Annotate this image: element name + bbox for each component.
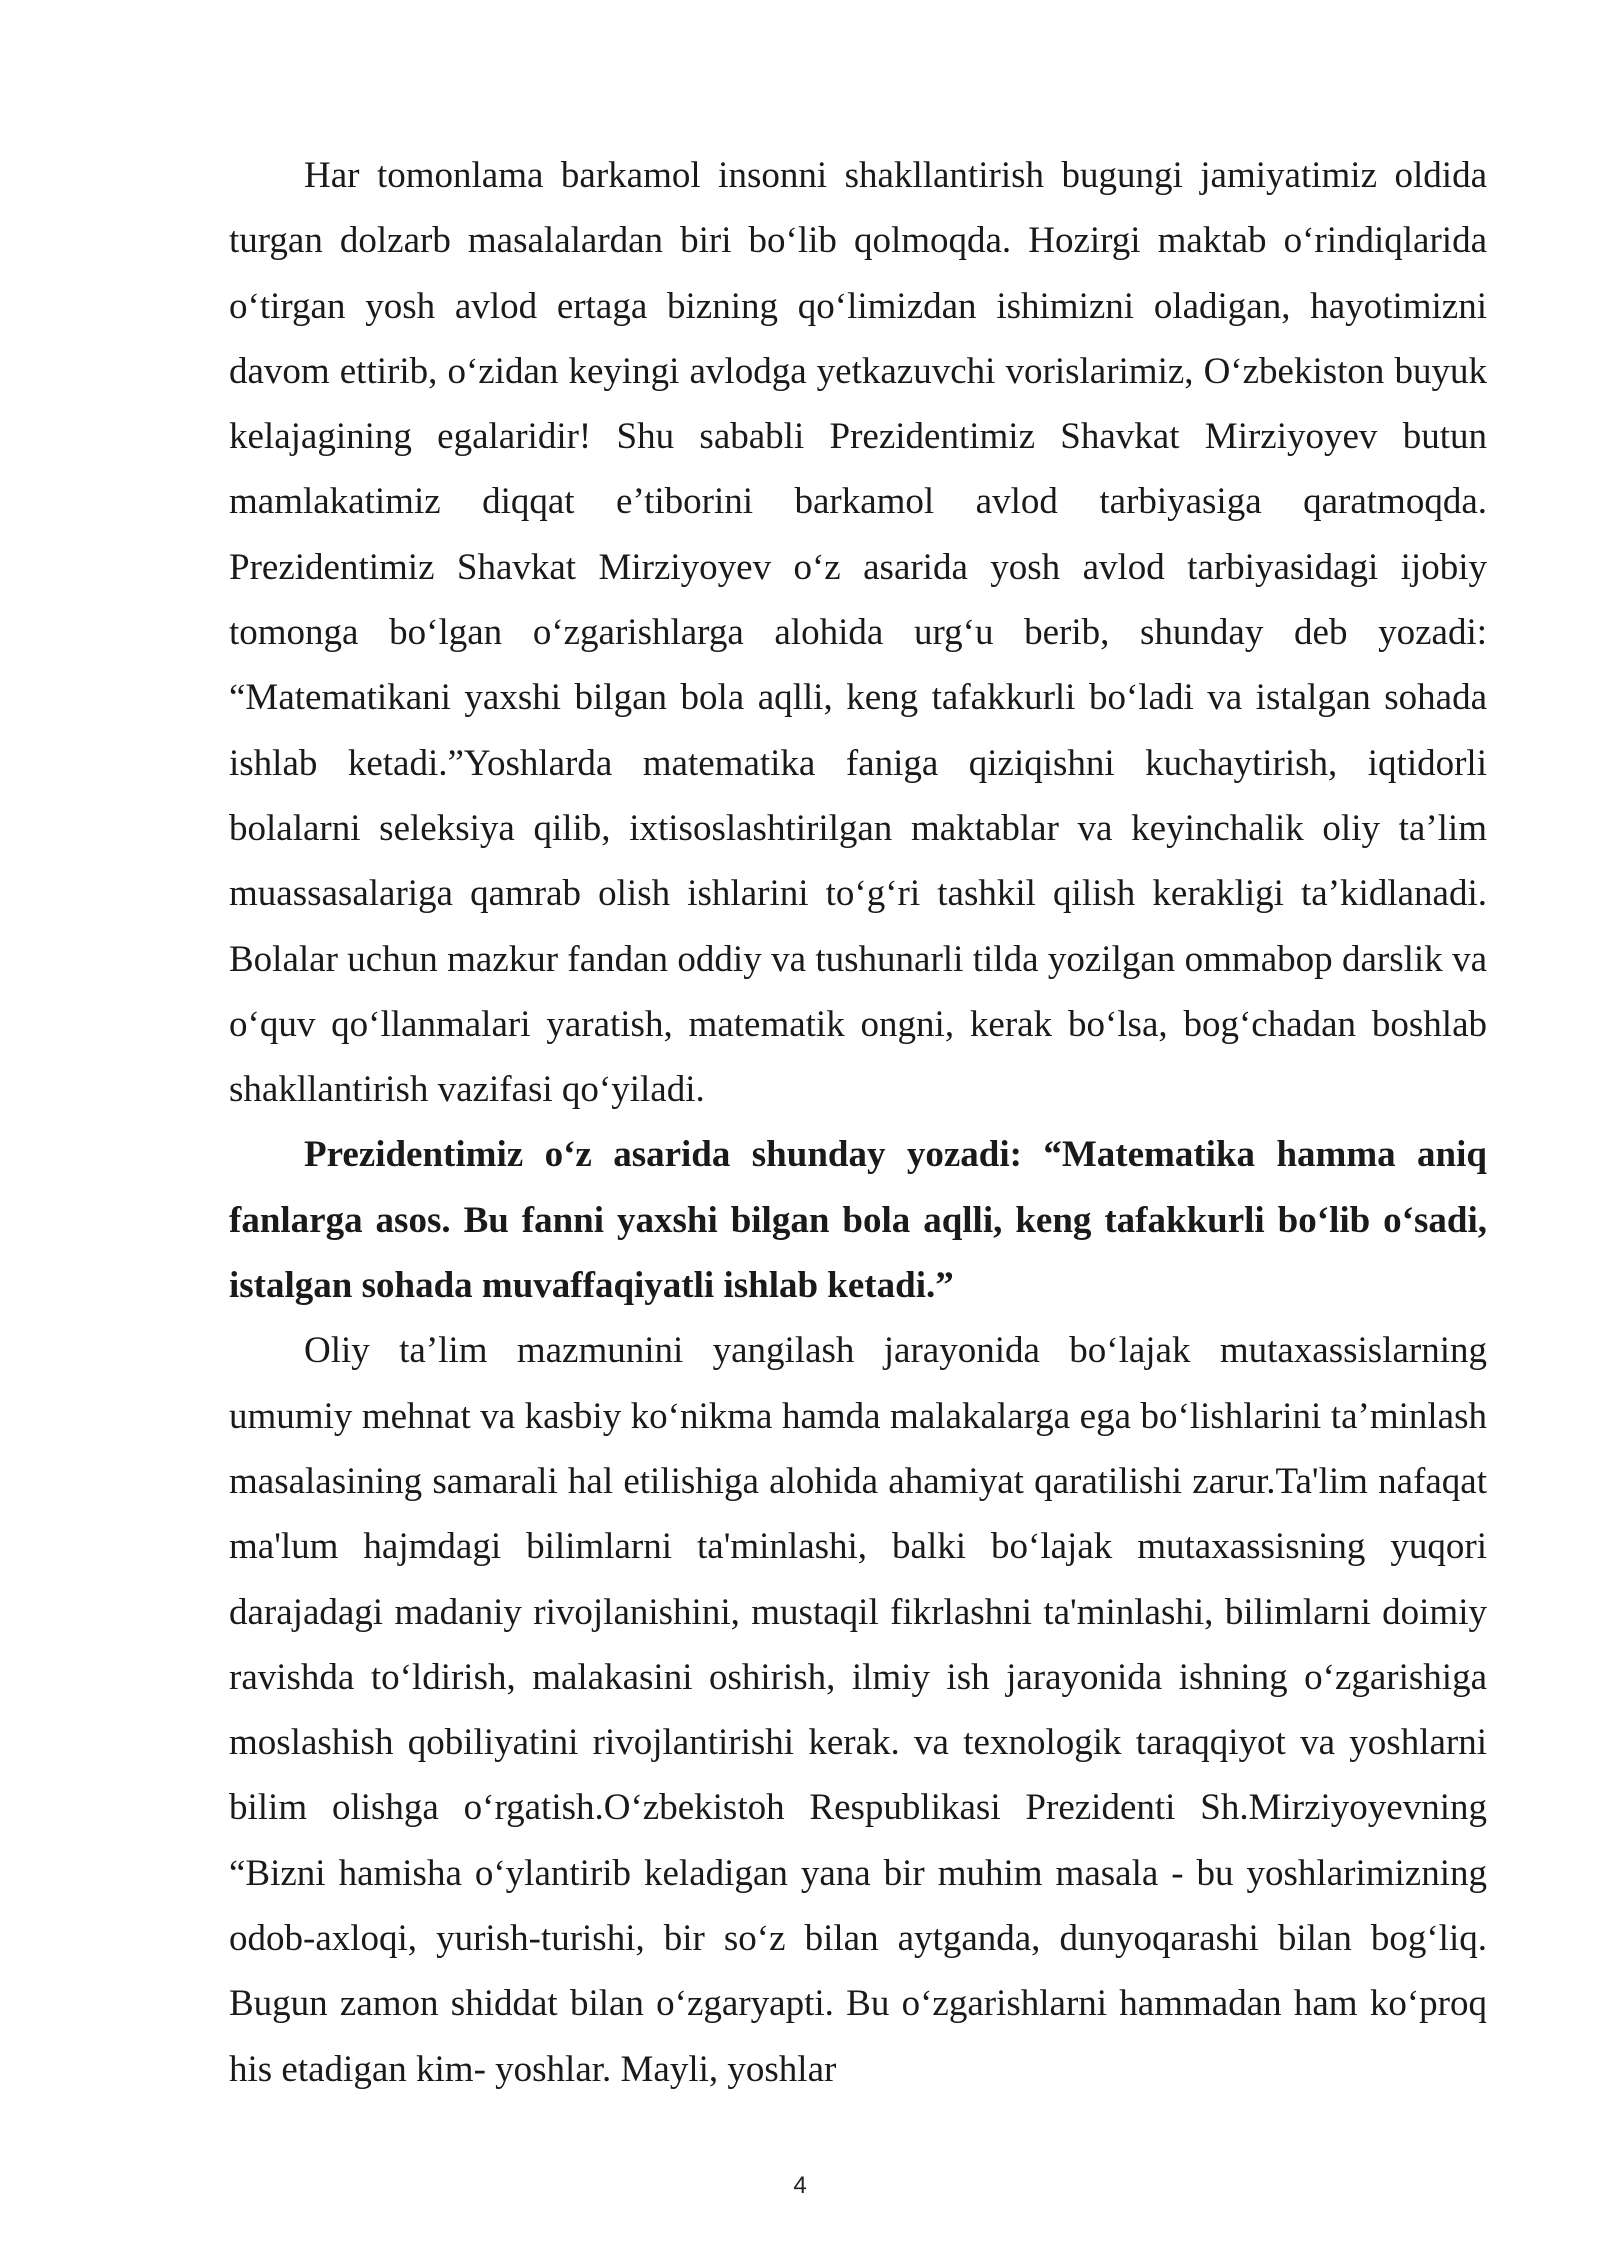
paragraph-higher-education: Oliy ta’lim mazmunini yangilash jarayonida bo‘lajak mutaxassislarning umumiy mehnat va kasbiy ko‘nikma hamda malakalarga ega bo‘lishlarini ta’minlash masalasining samarali hal etilishiga alohida ahamiyat qaratilishi zarur.Ta'lim nafaqat ma'lum hajmdagi bilimlarni ta'minlashi, balki bo‘lajak mutaxassisning yuqori darajadagi madaniy rivojlanishini, mustaqil fikrlashni ta'minlashi, bilimlarni doimiy ravishda to‘ldirish, malakasini oshirish, ilmiy ish jarayonida ishning o‘zgarishiga moslashish qobiliyatini rivojlantirishi kerak. va texnologik taraqqiyot va yoshlarni bilim olishga o‘rgatish.O‘zbekistoh Respublikasi Prezidenti Sh.Mirziyoyevning “Bizni hamisha o‘ylantirib keladigan yana bir muhim masala - bu yoshlarimizning odob-axloqi, yurish-turishi, bir so‘z bilan aytganda, dunyoqarashi bilan bog‘liq. Bugun zamon shiddat bilan o‘zgaryapti. Bu o‘zgarishlarni hammadan ham ko‘proq his etadigan kim- yoshlar. Mayli, yoshlar	[229, 1330, 1487, 2090]
page-number: 4	[793, 2172, 807, 2199]
document-body	[229, 143, 1487, 2102]
paragraph-quote-bold: Prezidentimiz o‘z asarida shunday yozadi: “Matematika hamma aniq fanlarga asos. Bu fanni yaxshi bilgan bola aqlli, keng tafakkurli bo‘lib o‘sadi, istalgan sohada muvaffaqiyatli ishlab ketadi.”	[229, 1134, 1487, 1307]
paragraph-intro: Har tomonlama barkamol insonni shakllantirish bugungi jamiyatimiz oldida turgan dolzarb masalalardan biri bo‘lib qolmoqda. Hozirgi maktab o‘rindiqlarida o‘tirgan yosh avlod ertaga bizning qo‘limizdan ishimizni oladigan, hayotimizni davom ettirib, o‘zidan keyingi avlodga yetkazuvchi vorislarimiz, O‘zbekiston buyuk kelajagining egalaridir! Shu sababli Prezidentimiz Shavkat Mirziyoyev butun mamlakatimiz diqqat e’tiborini barkamol avlod tarbiyasiga qaratmoqda. Prezidentimiz Shavkat Mirziyoyev o‘z asarida yosh avlod tarbiyasidagi ijobiy tomonga bo‘lgan o‘zgarishlarga alohida urg‘u berib, shunday deb yozadi: “Matematikani yaxshi bilgan bola aqlli, keng tafakkurli bo‘ladi va istalgan sohada ishlab ketadi.”Yoshlarda matematika faniga qiziqishni kuchaytirish, iqtidorli bolalarni seleksiya qilib, ixtisoslashtirilgan maktablar va keyinchalik oliy ta’lim muassasalariga qamrab olish ishlarini to‘g‘ri tashkil qilish kerakligi ta’kidlanadi. Bolalar uchun mazkur fandan oddiy va tushunarli tilda yozilgan ommabop darslik va o‘quv qo‘llanmalari yaratish, matematik ongni, kerak bo‘lsa, bog‘chadan boshlab shakllantirish vazifasi qo‘yiladi.	[229, 155, 1487, 1111]
